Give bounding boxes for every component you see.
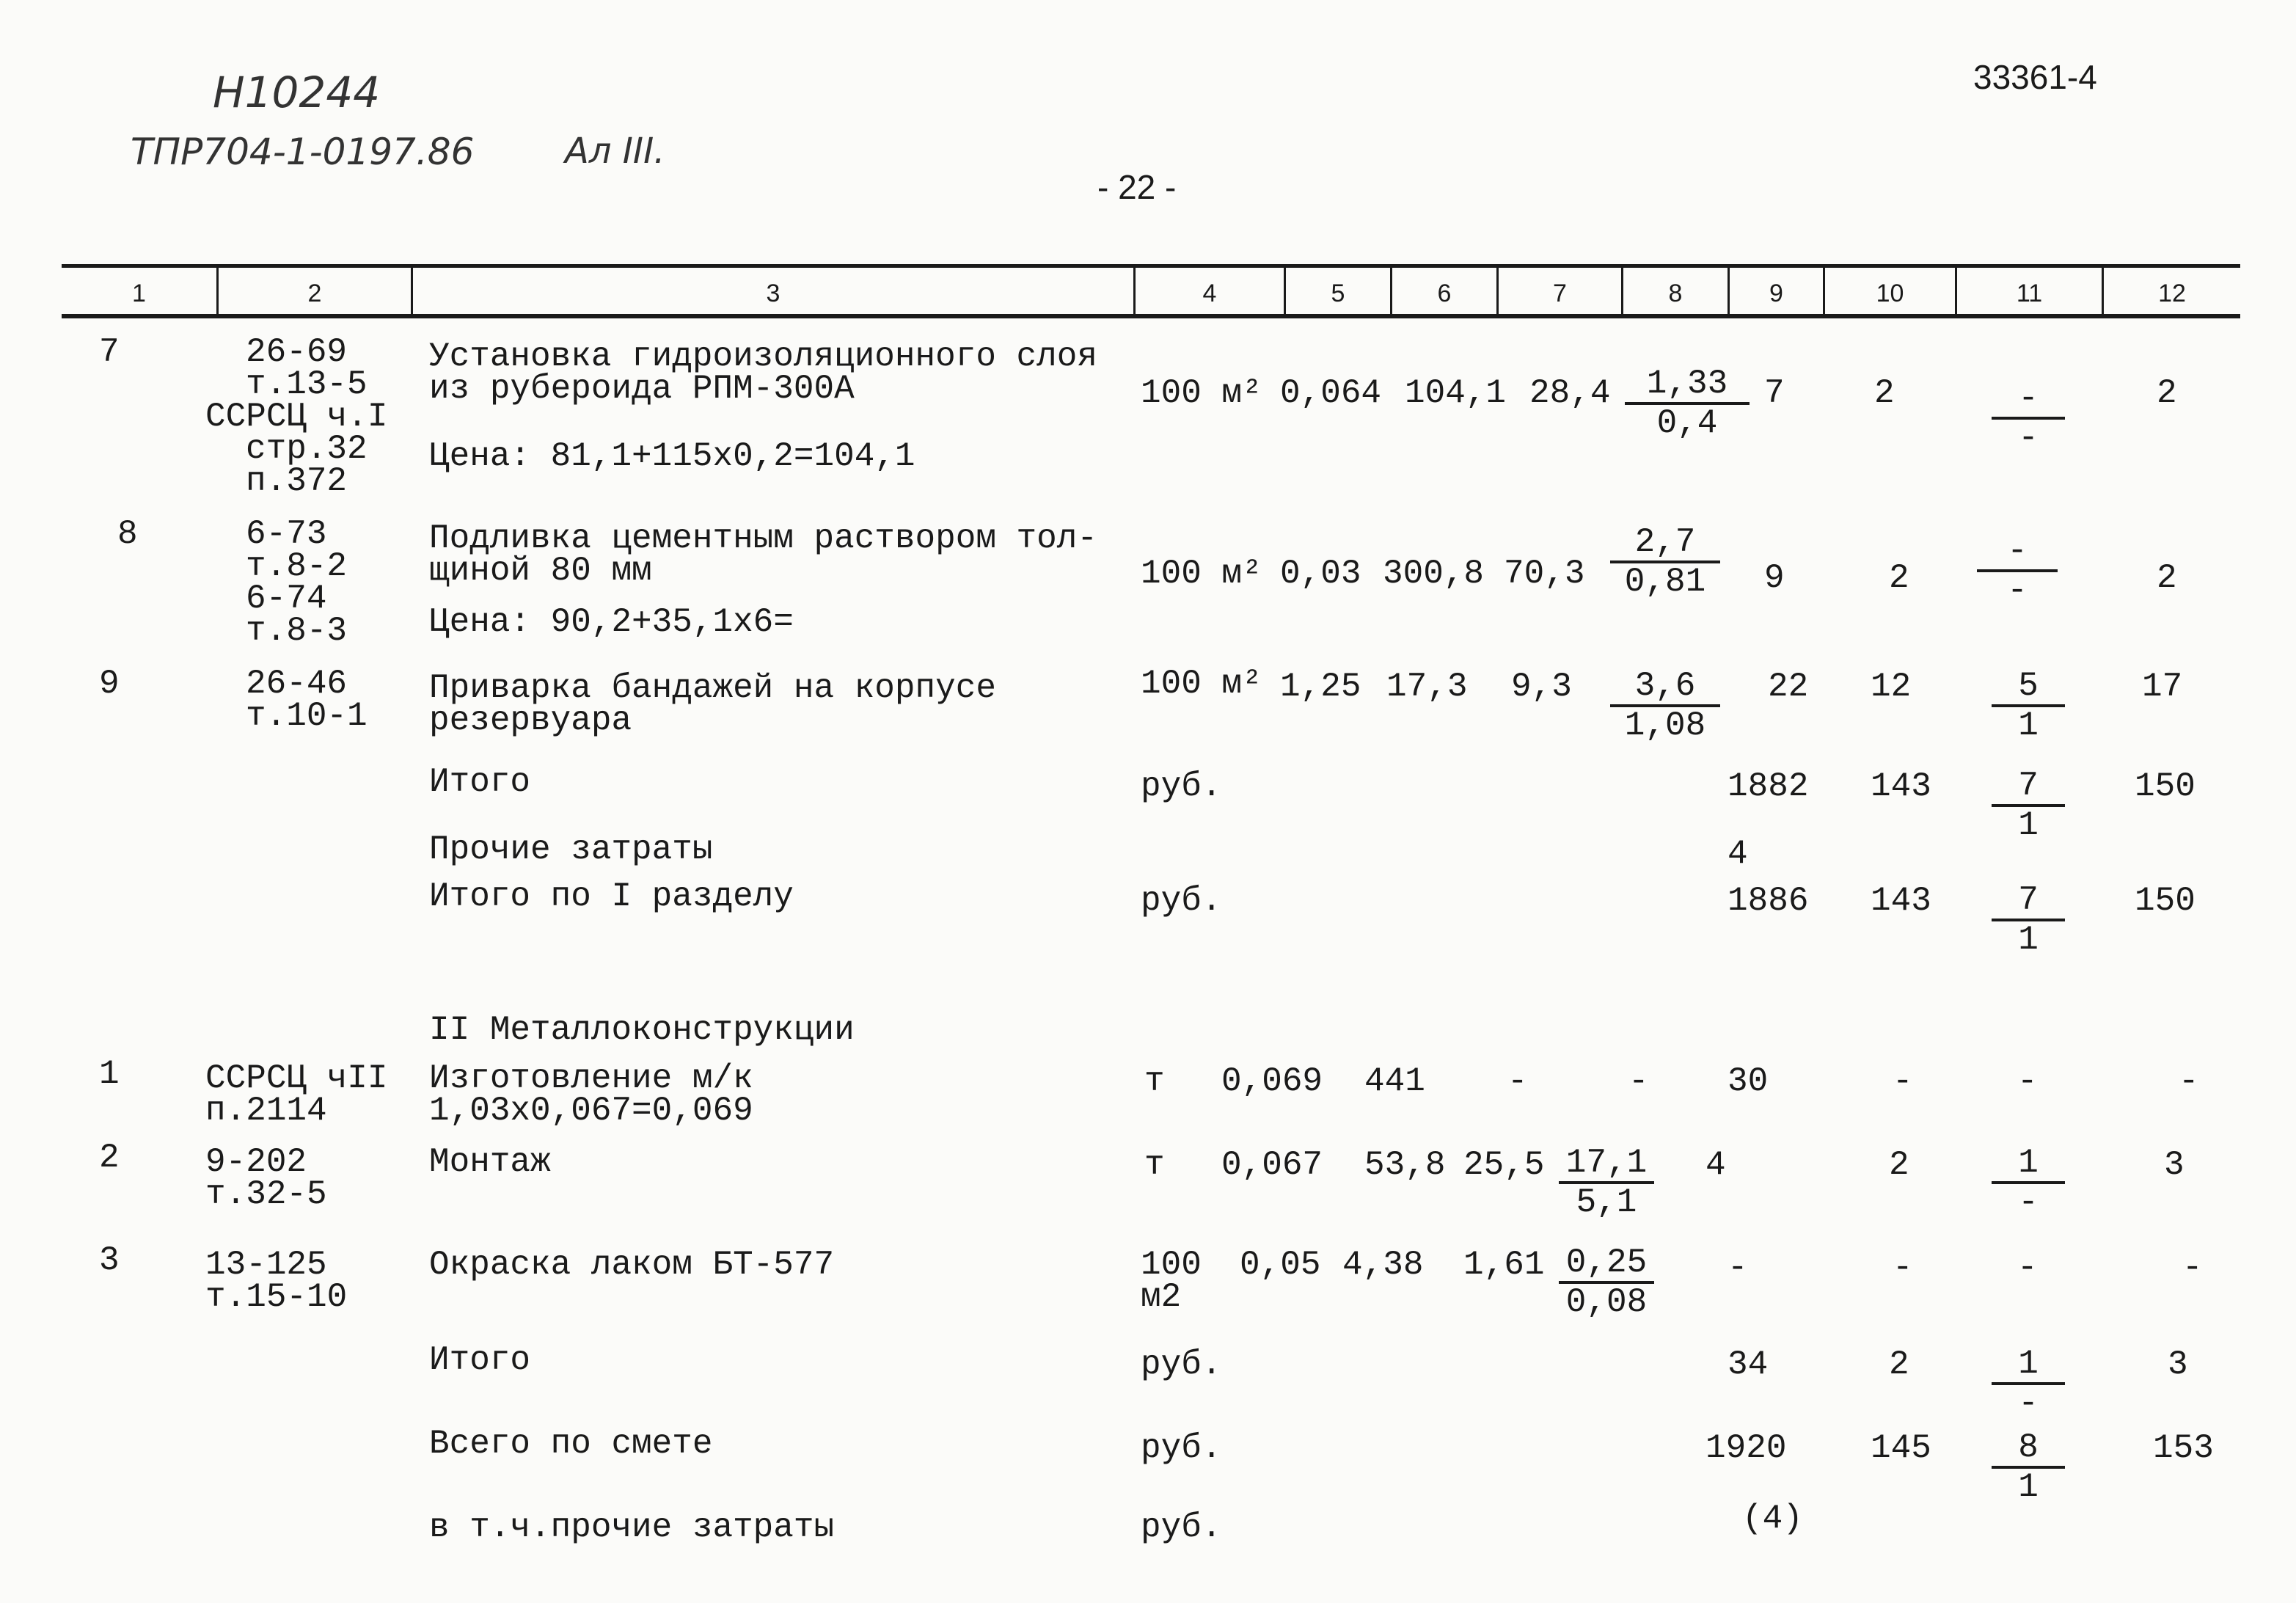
machine-cost-fraction xyxy=(1610,667,1720,745)
machine-total: - xyxy=(2017,1249,2038,1287)
wages-cost: 70,3 xyxy=(1504,555,1585,593)
wages-cost: 28,4 xyxy=(1529,374,1611,412)
col-header-7: 7 xyxy=(1553,280,1567,307)
machine-total-fraction xyxy=(1992,1144,2065,1222)
wages-machinists: 153 xyxy=(2153,1429,2214,1467)
basis-line: ССРСЦ ч.I xyxy=(205,398,388,436)
work-name-line: Приварка бандажей на корпусе xyxy=(429,669,996,707)
machine-cost-fraction xyxy=(1610,525,1720,599)
fraction-top: 2,7 xyxy=(1634,523,1696,561)
wages-cost: 9,3 xyxy=(1511,668,1572,706)
fraction-top: 1 xyxy=(2018,1345,2039,1383)
total-cost: (4) xyxy=(1742,1500,1803,1538)
handwritten-number: Н10244 xyxy=(213,67,381,117)
wages-total: 143 xyxy=(1871,882,1931,920)
unit: руб. xyxy=(1141,767,1222,806)
total-cost: 7 xyxy=(1764,374,1785,412)
wages-cost: - xyxy=(1507,1062,1528,1100)
row-label: Итого xyxy=(429,1341,531,1379)
unit-cost: 17,3 xyxy=(1386,668,1468,706)
row-number: 7 xyxy=(99,333,120,371)
page-number: - 22 - xyxy=(1097,168,1177,206)
machine-cost-fraction xyxy=(1625,367,1750,440)
machine-total: - xyxy=(2017,1062,2038,1100)
row-number: 2 xyxy=(99,1139,120,1177)
total-cost: 1882 xyxy=(1728,767,1809,806)
machine-total-fraction xyxy=(1992,769,2065,842)
col-header-4: 4 xyxy=(1202,280,1217,307)
row-label: Итого по I разделу xyxy=(429,877,794,916)
machine-cost: - xyxy=(1628,1062,1649,1100)
machine-total-fraction xyxy=(1977,532,2058,610)
doc-number: 33361-4 xyxy=(1973,58,2097,96)
wages-total: - xyxy=(1893,1062,1913,1100)
col-header-11: 11 xyxy=(2016,280,2043,307)
fraction-bottom: - xyxy=(2018,1384,2039,1423)
wages-total: 2 xyxy=(1889,1146,1909,1184)
fraction-top: 3,6 xyxy=(1634,667,1696,705)
total-cost: - xyxy=(1728,1249,1748,1287)
col-header-6: 6 xyxy=(1437,280,1452,307)
album-label: Ал III. xyxy=(565,131,665,172)
price-formula: Цена: 81,1+115х0,2=104,1 xyxy=(429,437,915,475)
unit-cost: 53,8 xyxy=(1364,1146,1446,1184)
row-label: Прочие затраты xyxy=(429,830,713,869)
unit: м2 xyxy=(1141,1278,1182,1316)
quantity: 0,03 xyxy=(1280,555,1361,593)
work-name-line: Изготовление м/к xyxy=(429,1059,753,1098)
fraction-top: 7 xyxy=(2018,881,2039,919)
quantity: 1,25 xyxy=(1280,668,1361,706)
fraction-bottom: 0,81 xyxy=(1624,563,1706,601)
col-header-9: 9 xyxy=(1769,280,1783,307)
row-number: 9 xyxy=(99,665,120,703)
wages-cost: 25,5 xyxy=(1463,1146,1545,1184)
work-name-line: резервуара xyxy=(429,701,632,740)
wages-machinists: - xyxy=(2179,1062,2199,1100)
col-header-5: 5 xyxy=(1331,280,1345,307)
work-name-line: Подливка цементным раствором тол- xyxy=(429,519,1097,558)
quantity: 0,05 xyxy=(1240,1246,1321,1284)
wages-machinists: 150 xyxy=(2135,767,2196,806)
unit: руб. xyxy=(1141,882,1222,920)
unit: 100 xyxy=(1141,1246,1202,1284)
fraction-bottom: - xyxy=(2018,419,2039,457)
basis-line: 6-73 xyxy=(246,515,327,553)
work-name-line: Окраска лаком БТ-577 xyxy=(429,1246,835,1284)
total-cost: 30 xyxy=(1728,1062,1769,1100)
wages-machinists: - xyxy=(2182,1249,2203,1287)
total-cost: 4 xyxy=(1728,835,1748,873)
basis-line: п.2114 xyxy=(205,1092,327,1130)
basis-line: т.8-3 xyxy=(246,612,348,650)
fraction-top: - xyxy=(2007,532,2028,570)
basis-line: 26-46 xyxy=(246,665,348,703)
col-header-10: 10 xyxy=(1876,280,1904,307)
total-cost: 22 xyxy=(1768,668,1809,706)
basis-line: т.13-5 xyxy=(246,365,368,404)
basis-line: 13-125 xyxy=(205,1246,327,1284)
machine-total-fraction xyxy=(1992,667,2065,745)
work-name-line: из рубероида РПМ-300А xyxy=(429,370,855,408)
fraction-bottom: 1,08 xyxy=(1624,706,1706,745)
total-cost: 1920 xyxy=(1705,1429,1787,1467)
wages-machinists: 17 xyxy=(2142,668,2183,706)
row-label: Итого xyxy=(429,763,531,801)
wages-machinists: 3 xyxy=(2168,1345,2188,1384)
machine-cost-fraction xyxy=(1559,1144,1654,1222)
header-top-rule xyxy=(62,264,2240,268)
unit: 100 м² xyxy=(1141,374,1262,412)
quantity: 0,064 xyxy=(1280,374,1382,412)
wages-machinists: 150 xyxy=(2135,882,2196,920)
fraction-bottom: - xyxy=(2007,572,2028,610)
col-header-12: 12 xyxy=(2158,280,2186,307)
wages-total: 143 xyxy=(1871,767,1931,806)
unit-cost: 300,8 xyxy=(1383,555,1485,593)
price-formula: Цена: 90,2+35,1х6= xyxy=(429,603,794,641)
basis-line: п.372 xyxy=(246,462,348,500)
unit-cost: 4,38 xyxy=(1342,1246,1424,1284)
unit-cost: 441 xyxy=(1364,1062,1425,1100)
fraction-bottom: 1 xyxy=(2018,806,2039,844)
unit: т xyxy=(1144,1146,1165,1184)
unit: руб. xyxy=(1141,1429,1222,1467)
machine-total-fraction xyxy=(1992,381,2065,455)
total-cost: 4 xyxy=(1705,1146,1726,1184)
machine-total-fraction xyxy=(1992,1428,2065,1506)
fraction-bottom: 1 xyxy=(2018,921,2039,959)
basis-line: т.10-1 xyxy=(246,697,368,735)
quantity: 0,067 xyxy=(1221,1146,1323,1184)
basis-line: ССРСЦ чII xyxy=(205,1059,388,1098)
header-bottom-rule xyxy=(62,314,2240,318)
fraction-bottom: 0,08 xyxy=(1565,1283,1648,1321)
fraction-top: - xyxy=(2018,379,2039,417)
wages-machinists: 2 xyxy=(2157,559,2177,597)
basis-line: стр.32 xyxy=(246,430,368,468)
col-header-8: 8 xyxy=(1668,280,1683,307)
section-title: II Металлоконструкции xyxy=(429,1011,855,1049)
quantity: 0,069 xyxy=(1221,1062,1323,1100)
row-number: 3 xyxy=(99,1241,120,1279)
wages-total: - xyxy=(1893,1249,1913,1287)
fraction-bottom: - xyxy=(2018,1183,2039,1222)
unit: руб. xyxy=(1141,1508,1222,1547)
basis-line: 6-74 xyxy=(246,580,327,618)
wages-total: 145 xyxy=(1871,1429,1931,1467)
row-number: 1 xyxy=(99,1055,120,1093)
basis-line: 26-69 xyxy=(246,333,348,371)
total-cost: 9 xyxy=(1764,559,1785,597)
project-code: ТПР704-1-0197.86 xyxy=(131,131,475,173)
fraction-top: 7 xyxy=(2018,767,2039,805)
wages-machinists: 2 xyxy=(2157,374,2177,412)
machine-cost-fraction xyxy=(1559,1246,1654,1319)
wages-machinists: 3 xyxy=(2164,1146,2185,1184)
basis-line: т.8-2 xyxy=(246,547,348,585)
fraction-bottom: 5,1 xyxy=(1576,1183,1637,1222)
unit: т xyxy=(1144,1062,1165,1100)
fraction-bottom: 1 xyxy=(2018,1468,2039,1506)
basis-line: 9-202 xyxy=(205,1143,307,1181)
col-header-3: 3 xyxy=(766,280,780,307)
wages-cost: 1,61 xyxy=(1463,1246,1545,1284)
col-header-1: 1 xyxy=(132,280,146,307)
work-name-line: Монтаж xyxy=(429,1143,551,1181)
work-name-line: Установка гидроизоляционного слоя xyxy=(429,337,1097,376)
machine-total-fraction xyxy=(1992,883,2065,957)
unit: 100 м² xyxy=(1141,665,1262,703)
fraction-bottom: 0,4 xyxy=(1656,404,1718,442)
machine-total-fraction xyxy=(1992,1345,2065,1423)
total-cost: 34 xyxy=(1728,1345,1769,1384)
fraction-top: 8 xyxy=(2018,1428,2039,1467)
total-cost: 1886 xyxy=(1728,882,1809,920)
basis-line: т.32-5 xyxy=(205,1175,327,1213)
basis-line: т.15-10 xyxy=(205,1278,348,1316)
row-number: 8 xyxy=(117,515,138,553)
unit-cost: 104,1 xyxy=(1405,374,1507,412)
unit: руб. xyxy=(1141,1345,1222,1384)
fraction-bottom: 1 xyxy=(2018,706,2039,745)
row-label: в т.ч.прочие затраты xyxy=(429,1508,835,1547)
wages-total: 12 xyxy=(1871,668,1912,706)
work-name-line: 1,03х0,067=0,069 xyxy=(429,1092,753,1130)
unit: 100 м² xyxy=(1141,555,1262,593)
fraction-top: 0,25 xyxy=(1565,1244,1648,1282)
col-header-2: 2 xyxy=(307,280,322,307)
fraction-top: 17,1 xyxy=(1565,1144,1648,1182)
row-label: Всего по смете xyxy=(429,1425,713,1463)
wages-total: 2 xyxy=(1874,374,1895,412)
fraction-top: 1 xyxy=(2018,1144,2039,1182)
wages-total: 2 xyxy=(1889,1345,1909,1384)
wages-total: 2 xyxy=(1889,559,1909,597)
work-name-line: щиной 80 мм xyxy=(429,552,652,590)
fraction-top: 5 xyxy=(2018,667,2039,705)
fraction-top: 1,33 xyxy=(1646,365,1728,403)
